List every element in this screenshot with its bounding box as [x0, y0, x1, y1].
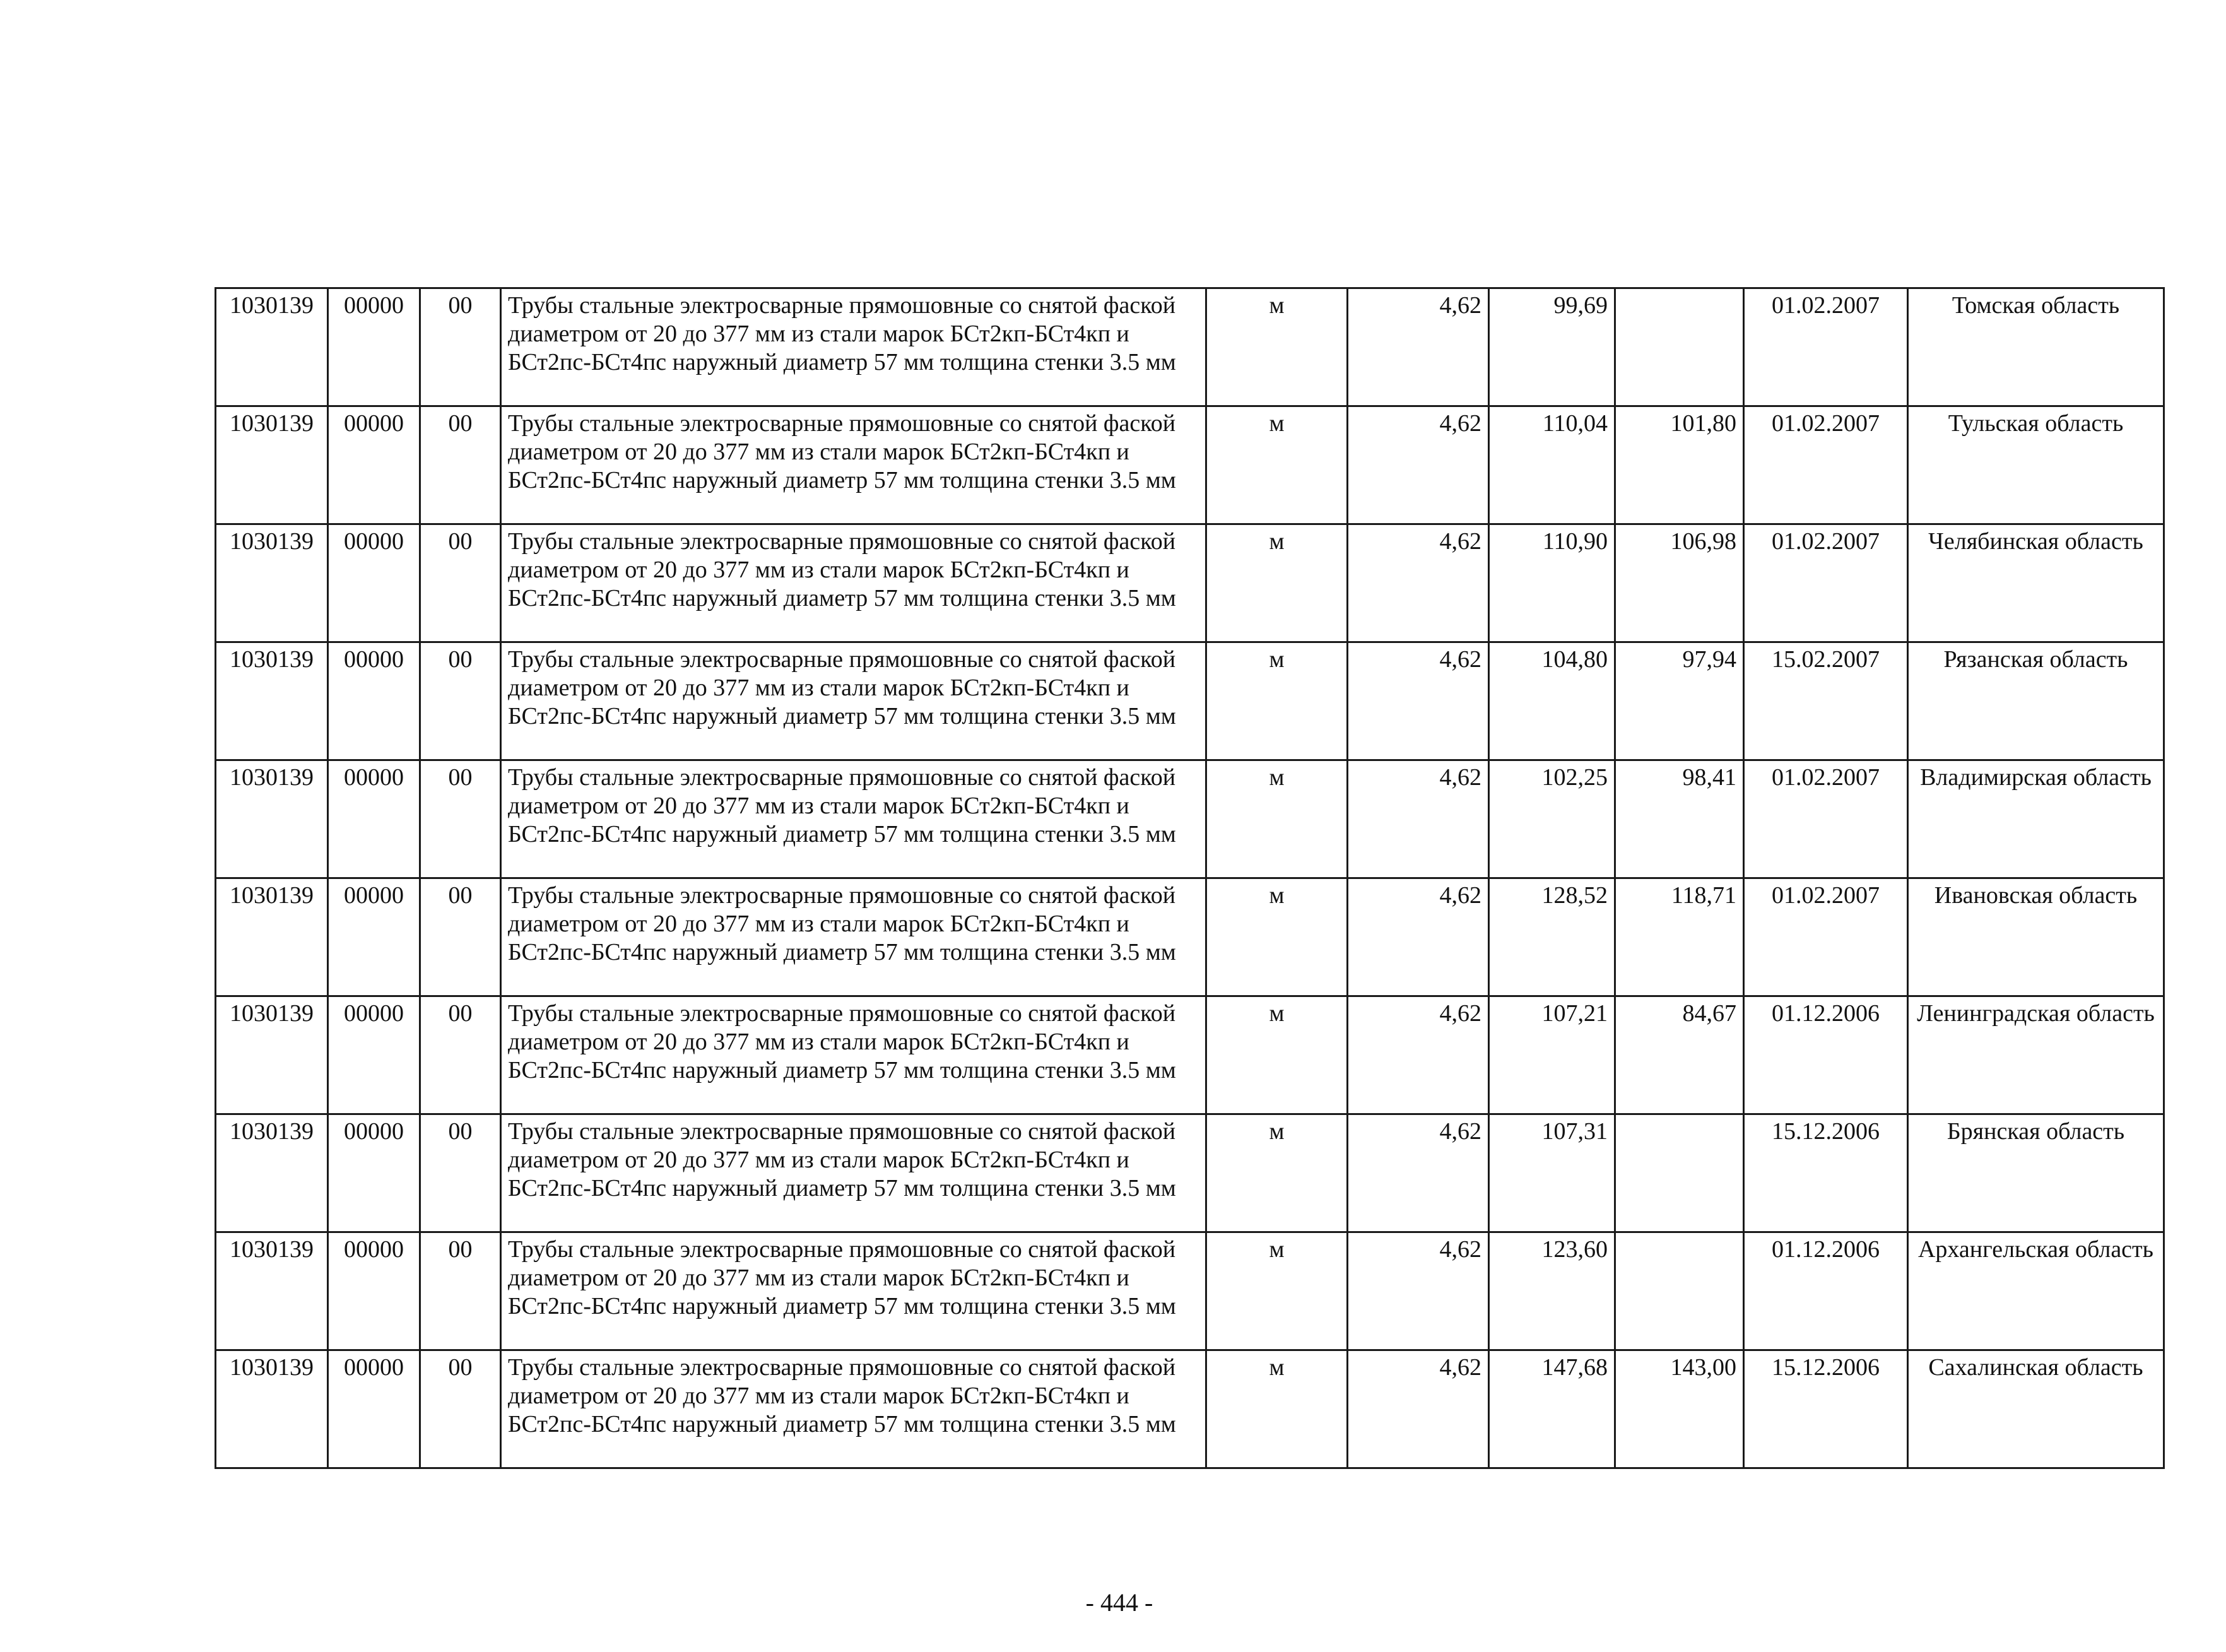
- weight-cell: 4,62: [1348, 760, 1489, 878]
- table-row: [216, 642, 2164, 760]
- code-cell: 1030139: [216, 406, 328, 524]
- description-cell: Трубы стальные электросварные прямошовные со снятой фаской диаметром от 20 до 377 мм из стали марок БСт2кп-БСт4кп и БСт2пс-БСт4пс наружный диаметр 57 мм толщина стенки 3.5 мм: [501, 1350, 1206, 1468]
- price-table: [215, 287, 2165, 1469]
- description-cell: Трубы стальные электросварные прямошовные со снятой фаской диаметром от 20 до 377 мм из стали марок БСт2кп-БСт4кп и БСт2пс-БСт4пс наружный диаметр 57 мм толщина стенки 3.5 мм: [501, 996, 1206, 1114]
- number-cell: 00: [420, 1114, 501, 1232]
- code-cell: 1030139: [216, 1350, 328, 1468]
- subcode-cell: 00000: [328, 406, 420, 524]
- date-cell: 01.02.2007: [1744, 878, 1908, 996]
- price-cell: 107,31: [1489, 1114, 1615, 1232]
- code-cell: 1030139: [216, 1232, 328, 1350]
- price-cell: 123,60: [1489, 1232, 1615, 1350]
- unit-cell: м: [1206, 878, 1348, 996]
- table-row: [216, 760, 2164, 878]
- region-cell: Ивановская область: [1908, 878, 2164, 996]
- subcode-cell: 00000: [328, 288, 420, 406]
- subcode-cell: 00000: [328, 1114, 420, 1232]
- weight-cell: 4,62: [1348, 1350, 1489, 1468]
- price-alt-cell: 106,98: [1615, 524, 1744, 642]
- code-cell: 1030139: [216, 524, 328, 642]
- number-cell: 00: [420, 878, 501, 996]
- code-cell: 1030139: [216, 760, 328, 878]
- weight-cell: 4,62: [1348, 878, 1489, 996]
- price-cell: 110,90: [1489, 524, 1615, 642]
- subcode-cell: 00000: [328, 1350, 420, 1468]
- code-cell: 1030139: [216, 996, 328, 1114]
- price-alt-cell: [1615, 1232, 1744, 1350]
- number-cell: 00: [420, 524, 501, 642]
- price-alt-cell: 97,94: [1615, 642, 1744, 760]
- number-cell: 00: [420, 406, 501, 524]
- weight-cell: 4,62: [1348, 1232, 1489, 1350]
- subcode-cell: 00000: [328, 996, 420, 1114]
- region-cell: Архангельская область: [1908, 1232, 2164, 1350]
- unit-cell: м: [1206, 1232, 1348, 1350]
- date-cell: 15.12.2006: [1744, 1350, 1908, 1468]
- price-cell: 99,69: [1489, 288, 1615, 406]
- price-alt-cell: 101,80: [1615, 406, 1744, 524]
- date-cell: 15.12.2006: [1744, 1114, 1908, 1232]
- date-cell: 01.02.2007: [1744, 406, 1908, 524]
- code-cell: 1030139: [216, 1114, 328, 1232]
- table-row: [216, 996, 2164, 1114]
- subcode-cell: 00000: [328, 642, 420, 760]
- code-cell: 1030139: [216, 642, 328, 760]
- description-cell: Трубы стальные электросварные прямошовные со снятой фаской диаметром от 20 до 377 мм из стали марок БСт2кп-БСт4кп и БСт2пс-БСт4пс наружный диаметр 57 мм толщина стенки 3.5 мм: [501, 524, 1206, 642]
- price-alt-cell: 143,00: [1615, 1350, 1744, 1468]
- price-cell: 102,25: [1489, 760, 1615, 878]
- price-cell: 128,52: [1489, 878, 1615, 996]
- region-cell: Брянская область: [1908, 1114, 2164, 1232]
- weight-cell: 4,62: [1348, 1114, 1489, 1232]
- description-cell: Трубы стальные электросварные прямошовные со снятой фаской диаметром от 20 до 377 мм из стали марок БСт2кп-БСт4кп и БСт2пс-БСт4пс наружный диаметр 57 мм толщина стенки 3.5 мм: [501, 1114, 1206, 1232]
- description-cell: Трубы стальные электросварные прямошовные со снятой фаской диаметром от 20 до 377 мм из стали марок БСт2кп-БСт4кп и БСт2пс-БСт4пс наружный диаметр 57 мм толщина стенки 3.5 мм: [501, 288, 1206, 406]
- region-cell: Томская область: [1908, 288, 2164, 406]
- number-cell: 00: [420, 1232, 501, 1350]
- table-row: [216, 406, 2164, 524]
- table-row: [216, 1350, 2164, 1468]
- number-cell: 00: [420, 642, 501, 760]
- price-alt-cell: 98,41: [1615, 760, 1744, 878]
- code-cell: 1030139: [216, 878, 328, 996]
- number-cell: 00: [420, 288, 501, 406]
- subcode-cell: 00000: [328, 878, 420, 996]
- price-cell: 104,80: [1489, 642, 1615, 760]
- table-row: [216, 288, 2164, 406]
- region-cell: Сахалинская область: [1908, 1350, 2164, 1468]
- subcode-cell: 00000: [328, 524, 420, 642]
- table-body: [216, 288, 2164, 1468]
- unit-cell: м: [1206, 642, 1348, 760]
- code-cell: 1030139: [216, 288, 328, 406]
- unit-cell: м: [1206, 524, 1348, 642]
- subcode-cell: 00000: [328, 760, 420, 878]
- price-alt-cell: [1615, 288, 1744, 406]
- unit-cell: м: [1206, 996, 1348, 1114]
- date-cell: 01.02.2007: [1744, 288, 1908, 406]
- unit-cell: м: [1206, 1114, 1348, 1232]
- weight-cell: 4,62: [1348, 642, 1489, 760]
- table-row: [216, 1232, 2164, 1350]
- weight-cell: 4,62: [1348, 524, 1489, 642]
- date-cell: 01.12.2006: [1744, 1232, 1908, 1350]
- description-cell: Трубы стальные электросварные прямошовные со снятой фаской диаметром от 20 до 377 мм из стали марок БСт2кп-БСт4кп и БСт2пс-БСт4пс наружный диаметр 57 мм толщина стенки 3.5 мм: [501, 760, 1206, 878]
- price-alt-cell: 118,71: [1615, 878, 1744, 996]
- description-cell: Трубы стальные электросварные прямошовные со снятой фаской диаметром от 20 до 377 мм из стали марок БСт2кп-БСт4кп и БСт2пс-БСт4пс наружный диаметр 57 мм толщина стенки 3.5 мм: [501, 1232, 1206, 1350]
- number-cell: 00: [420, 1350, 501, 1468]
- weight-cell: 4,62: [1348, 288, 1489, 406]
- table-row: [216, 878, 2164, 996]
- description-cell: Трубы стальные электросварные прямошовные со снятой фаской диаметром от 20 до 377 мм из стали марок БСт2кп-БСт4кп и БСт2пс-БСт4пс наружный диаметр 57 мм толщина стенки 3.5 мм: [501, 406, 1206, 524]
- region-cell: Ленинградская область: [1908, 996, 2164, 1114]
- region-cell: Рязанская область: [1908, 642, 2164, 760]
- date-cell: 01.12.2006: [1744, 996, 1908, 1114]
- date-cell: 15.02.2007: [1744, 642, 1908, 760]
- subcode-cell: 00000: [328, 1232, 420, 1350]
- price-cell: 147,68: [1489, 1350, 1615, 1468]
- price-cell: 107,21: [1489, 996, 1615, 1114]
- date-cell: 01.02.2007: [1744, 524, 1908, 642]
- region-cell: Челябинская область: [1908, 524, 2164, 642]
- unit-cell: м: [1206, 288, 1348, 406]
- page-number: - 444 -: [1085, 1588, 1153, 1617]
- unit-cell: м: [1206, 760, 1348, 878]
- unit-cell: м: [1206, 406, 1348, 524]
- weight-cell: 4,62: [1348, 996, 1489, 1114]
- table-row: [216, 1114, 2164, 1232]
- weight-cell: 4,62: [1348, 406, 1489, 524]
- unit-cell: м: [1206, 1350, 1348, 1468]
- price-cell: 110,04: [1489, 406, 1615, 524]
- date-cell: 01.02.2007: [1744, 760, 1908, 878]
- price-alt-cell: 84,67: [1615, 996, 1744, 1114]
- region-cell: Тульская область: [1908, 406, 2164, 524]
- description-cell: Трубы стальные электросварные прямошовные со снятой фаской диаметром от 20 до 377 мм из стали марок БСт2кп-БСт4кп и БСт2пс-БСт4пс наружный диаметр 57 мм толщина стенки 3.5 мм: [501, 878, 1206, 996]
- table-row: [216, 524, 2164, 642]
- number-cell: 00: [420, 996, 501, 1114]
- region-cell: Владимирская область: [1908, 760, 2164, 878]
- description-cell: Трубы стальные электросварные прямошовные со снятой фаской диаметром от 20 до 377 мм из стали марок БСт2кп-БСт4кп и БСт2пс-БСт4пс наружный диаметр 57 мм толщина стенки 3.5 мм: [501, 642, 1206, 760]
- price-alt-cell: [1615, 1114, 1744, 1232]
- number-cell: 00: [420, 760, 501, 878]
